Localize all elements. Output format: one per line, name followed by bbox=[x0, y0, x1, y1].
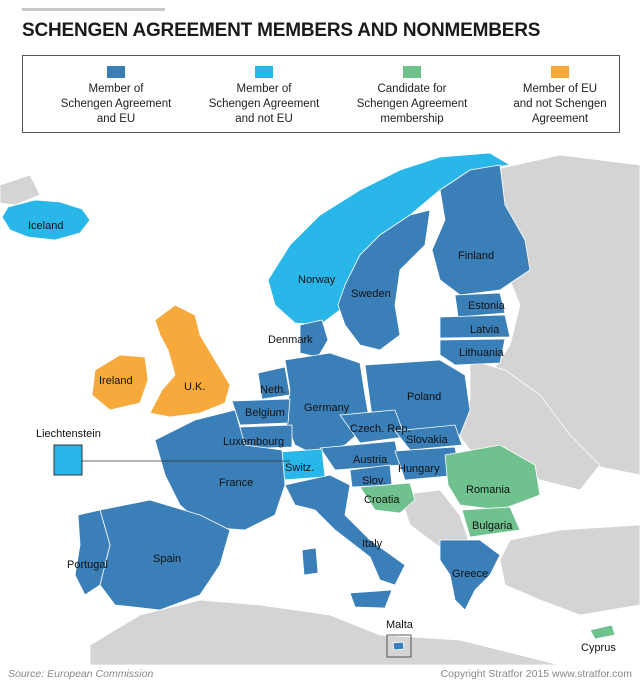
label-denmark: Denmark bbox=[268, 334, 313, 346]
label-cyprus: Cyprus bbox=[581, 642, 616, 654]
island-malta bbox=[393, 642, 404, 650]
label-austria: Austria bbox=[353, 454, 388, 466]
inset-liechtenstein bbox=[54, 445, 82, 475]
europe-map bbox=[0, 145, 640, 665]
label-slovenia: Slov. bbox=[362, 475, 386, 487]
turkey-region bbox=[500, 525, 640, 615]
label-belgium: Belgium bbox=[245, 407, 285, 419]
legend-swatch bbox=[255, 66, 273, 78]
legend bbox=[22, 55, 620, 133]
label-bulgaria: Bulgaria bbox=[472, 520, 513, 532]
label-greece: Greece bbox=[452, 568, 489, 580]
label-slovakia: Slovakia bbox=[406, 434, 448, 446]
label-romania: Romania bbox=[466, 484, 511, 496]
label-lithuania: Lithuania bbox=[459, 347, 504, 359]
label-portugal: Portugal bbox=[67, 559, 108, 571]
label-netherlands: Neth. bbox=[260, 384, 287, 396]
legend-label: Member of Schengen Agreement and EU bbox=[60, 83, 172, 125]
label-estonia: Estonia bbox=[468, 300, 505, 312]
country-uk bbox=[150, 305, 230, 417]
legend-item-schengen-eu bbox=[46, 66, 186, 127]
legend-item-schengen-non-eu bbox=[194, 66, 334, 127]
legend-swatch bbox=[107, 66, 125, 78]
label-iceland: Iceland bbox=[28, 220, 64, 232]
label-spain: Spain bbox=[153, 553, 182, 565]
island-sardinia bbox=[302, 548, 318, 575]
label-poland: Poland bbox=[407, 391, 442, 403]
page-title: SCHENGEN AGREEMENT MEMBERS AND NONMEMBERS bbox=[22, 20, 541, 41]
legend-label: Candidate for Schengen Agreement membership bbox=[356, 83, 468, 125]
label-sweden: Sweden bbox=[351, 288, 391, 300]
copyright-note: Copyright Stratfor 2015 www.stratfor.com bbox=[440, 668, 632, 680]
label-latvia: Latvia bbox=[470, 324, 500, 336]
top-rule bbox=[22, 8, 165, 11]
label-hungary: Hungary bbox=[398, 463, 440, 475]
legend-swatch bbox=[551, 66, 569, 78]
label-france: France bbox=[219, 477, 254, 489]
legend-item-candidate bbox=[342, 66, 482, 127]
label-czech: Czech. Rep. bbox=[350, 423, 411, 435]
label-germany: Germany bbox=[304, 402, 350, 414]
label-ireland: Ireland bbox=[99, 375, 133, 387]
legend-swatch bbox=[403, 66, 421, 78]
label-liechtenstein: Liechtenstein bbox=[36, 428, 101, 440]
label-malta: Malta bbox=[386, 619, 413, 631]
label-luxembourg: Luxembourg bbox=[223, 436, 285, 448]
island-cyprus bbox=[590, 625, 615, 639]
legend-label: Member of Schengen Agreement and not EU bbox=[208, 83, 320, 125]
legend-item-eu-not-schengen bbox=[490, 66, 630, 127]
label-norway: Norway bbox=[298, 274, 336, 286]
label-italy: Italy bbox=[362, 538, 383, 550]
legend-label: Member of EU and not Schengen Agreement bbox=[513, 83, 607, 125]
source-note: Source: European Commission bbox=[8, 668, 154, 680]
label-uk: U.K. bbox=[184, 381, 206, 393]
label-switzerland: Switz. bbox=[285, 462, 315, 474]
label-croatia: Croatia bbox=[364, 494, 400, 506]
label-finland: Finland bbox=[458, 250, 495, 262]
island-sicily bbox=[350, 590, 392, 608]
